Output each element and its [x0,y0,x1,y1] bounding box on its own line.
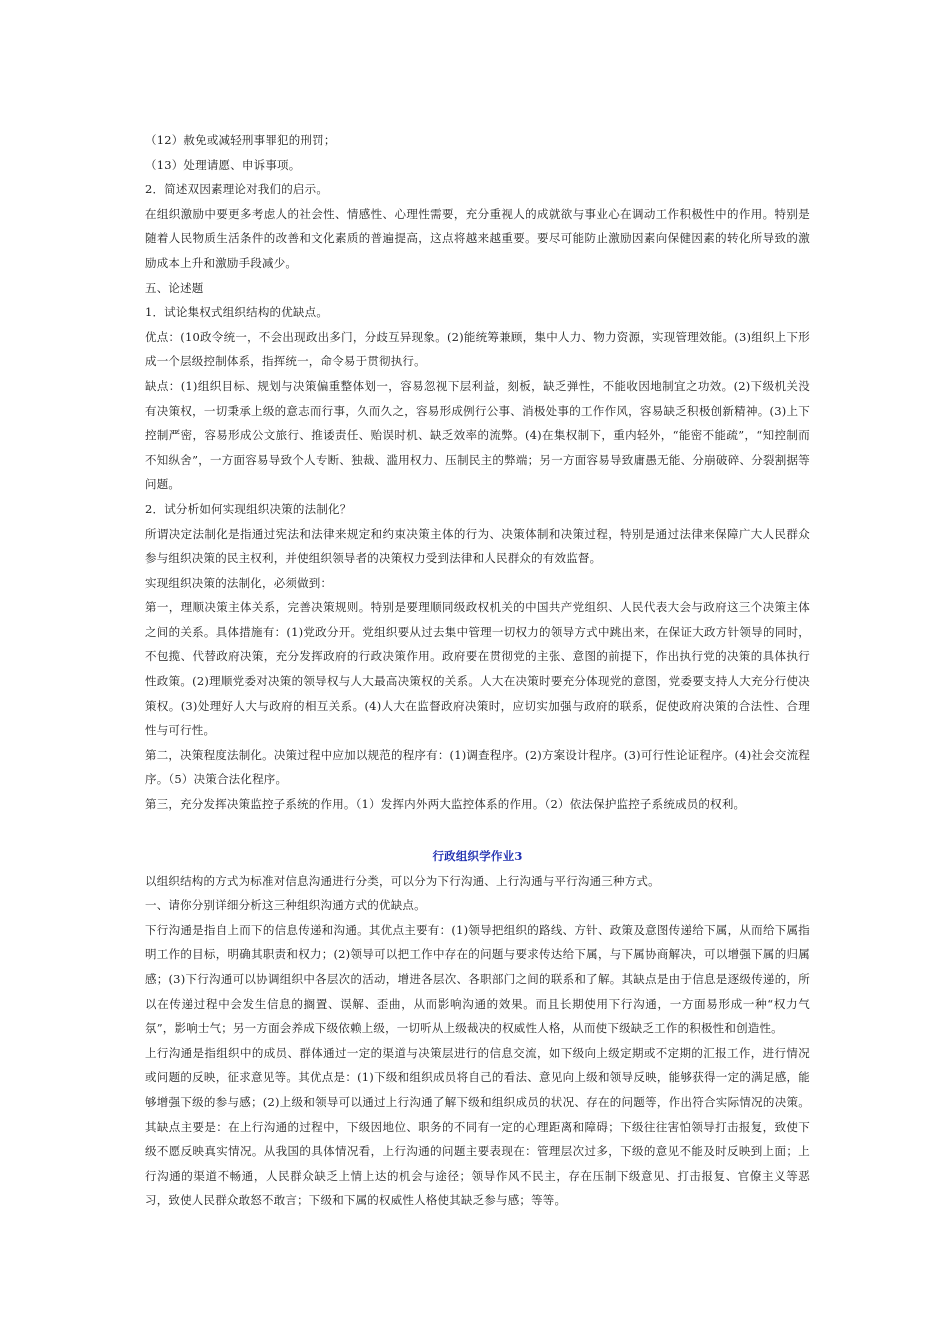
paragraph: 下行沟通是指自上而下的信息传递和沟通。其优点主要有：(1)领导把组织的路线、方针、政策及意图传递给下属，从而给下属指明工作的目标，明确其职责和权力；(2)领导可以把工作中存在的问题与要求传达给下属，与下属协商解决，可以增强下属的归属感；(3)下行沟通可以协调组织中各层次的活动，增进各层次、各职部门之间的联系和了解。其缺点是由于信息是逐级传递的，所以在传递过程中会发生信息的搁置、误解、歪曲，从而影响沟通的效果。而且长期使用下行沟通，一方面易形成一种“权力气氛”，影响士气；另一方面会养成下级依赖上级，一切听从上级裁决的权威性人格，从而使下级缺乏工作的积极性和创造性。 [145,922,810,1036]
question-heading: 2．试分析如何实现组织决策的法制化？ [145,501,352,516]
paragraph: 实现组织决策的法制化，必须做到： [145,575,333,590]
paragraph: 第三，充分发挥决策监控子系统的作用。（1）发挥内外两大监控体系的作用。（2）依法保护监控子系统成员的权利。 [145,797,746,812]
paragraph: （12）赦免或减轻刑事罪犯的刑罚； [145,133,336,147]
section-2 [145,844,810,1213]
paragraph: 所谓决定法制化是指通过宪法和法律来规定和约束决策主体的行为、决策体制和决策过程，特别是通过法律来保障广大人民群众参与组织决策的民主权利，并使组织领导者的决策权力受到法律和人民群众的有效监督。 [145,526,810,566]
paragraph: 在组织激励中要更多考虑人的社会性、情感性、心理性需要，充分重视人的成就欲与事业心在调动工作积极性中的作用。特别是随着人民物质生活条件的改善和文化素质的普遍提高，这点将越来越重要。要尽可能防止激励因素向保健因素的转化所导致的激励成本上升和激励手段减少。 [145,206,810,270]
paragraph: 上行沟通是指组织中的成员、群体通过一定的渠道与决策层进行的信息交流，如下级向上级定期或不定期的汇报工作，进行情况或问题的反映，征求意见等。其优点是：(1)下级和组织成员将自己的看法、意见向上级和领导反映，能够获得一定的满足感，能够增强下级的参与感；(2)上级和领导可以通过上行沟通了解下级和组织成员的状况、存在的问题等，作出符合实际情况的决策。其缺点主要是：在上行沟通的过程中，下级因地位、职务的不同有一定的心理距离和障碍；下级往往害怕领导打击报复，致使下级不愿反映真实情况。从我国的具体情况看，上行沟通的问题主要表现在：管理层次过多，下级的意见不能及时反映到上面；上行沟通的渠道不畅通，人民群众缺乏上情上达的机会与途径；领导作风不民主，存在压制下级意见、打击报复、官僚主义等恶习，致使人民群众敢怒不敢言；下级和下属的权威性人格使其缺乏参与感；等等。 [145,1045,810,1208]
section-title: 五、论述题 [145,280,204,295]
question-heading: 一、请你分别详细分析这三种组织沟通方式的优缺点。 [145,898,426,913]
question-heading: 1．试论集权式组织结构的优缺点。 [145,305,329,320]
paragraph: 缺点：(1)组织目标、规划与决策偏重整体划一，容易忽视下层利益，刻板，缺乏弹性，不能收因地制宜之功效。(2)下级机关没有决策权，一切秉承上级的意志而行事，久而久之，容易形成例行公事、消极处事的工作作风，容易缺乏积极创新精神。(3)上下控制严密，容易形成公文旅行、推诿责任、贻误时机、缺乏效率的流弊。(4)在集权制下，重内轻外，“能密不能疏”，“知控制而不知纵舍”，一方面容易导致个人专断、独裁、滥用权力、压制民主的弊端；另一方面容易导致庸愚无能、分崩破碎、分裂割据等问题。 [145,378,810,492]
paragraph: 第一，理顺决策主体关系，完善决策规则。特别是要理顺同级政权机关的中国共产党组织、人民代表大会与政府这三个决策主体之间的关系。具体措施有：(1)党政分开。党组织要从过去集中管理一切权力的领导方式中跳出来，在保证大政方针领导的同时，不包揽、代替政府决策，充分发挥政府的行政决策作用。政府要在贯彻党的主张、意图的前提下，作出执行党的决策的具体执行性政策。(2)理顺党委对决策的领导权与人大最高决策权的关系。人大在决策时要充分体现党的意图，党委要支持人大充分行使决策权。(3)处理好人大与政府的相互关系。(4)人大在监督政府决策时，应切实加强与政府的联系，促使政府决策的合法性、合理性与可行性。 [145,600,810,738]
paragraph: 第二，决策程度法制化。决策过程中应加以规范的程序有：(1)调查程序。(2)方案设计程序。(3)可行性论证程序。(4)社会交流程序。（5）决策合法化程序。 [145,747,810,787]
paragraph: （13）处理请愿、申诉事项。 [145,157,301,172]
paragraph: 以组织结构的方式为标准对信息沟通进行分类，可以分为下行沟通、上行沟通与平行沟通三种方式。 [145,873,660,888]
assignment-title: 行政组织学作业3 [432,849,523,863]
paragraph: 优点：(10政令统一，不会出现政出多门，分歧互异现象。(2)能统筹兼顾，集中人力、物力资源，实现管理效能。(3)组织上下形成一个层级控制体系，指挥统一，命令易于贯彻执行。 [145,329,810,369]
section-1 [145,128,810,817]
question-heading: 2．简述双因素理论对我们的启示。 [145,182,329,197]
